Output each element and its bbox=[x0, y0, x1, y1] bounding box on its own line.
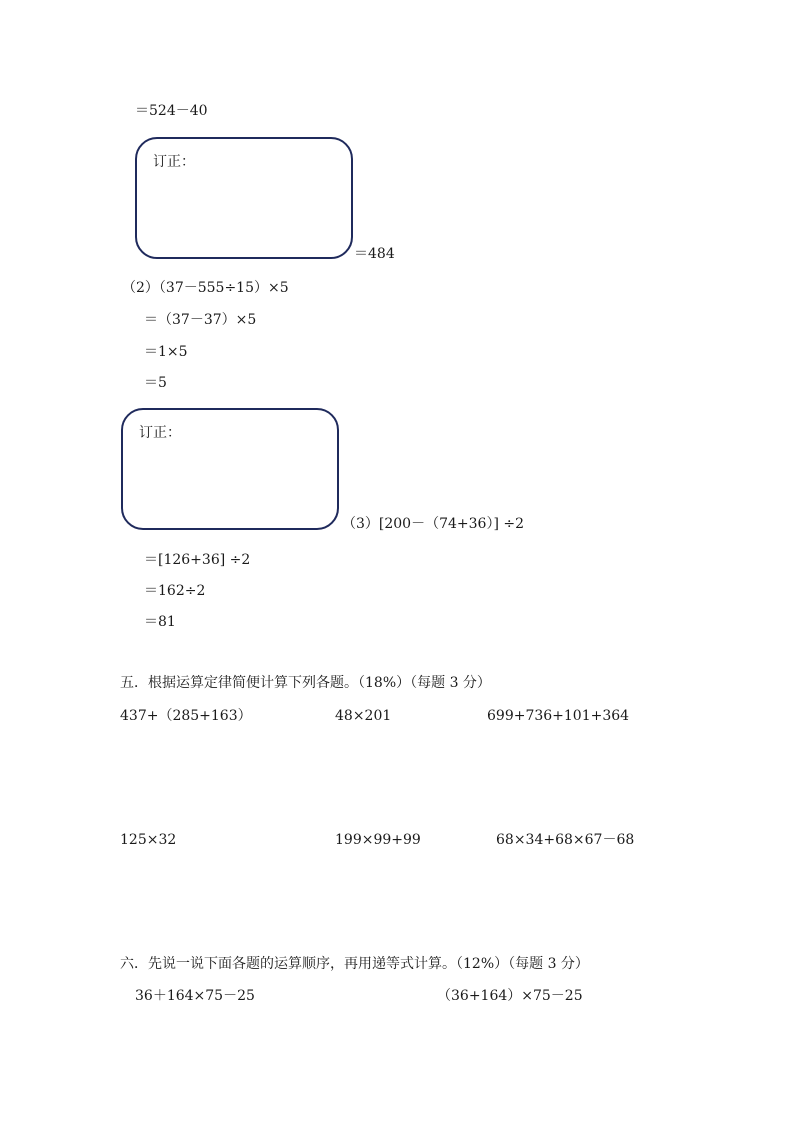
section-6-title: 六．先说一说下面各题的运算顺序，再用递等式计算。（12%）（每题 3 分） bbox=[120, 956, 589, 972]
part2-problem: （2）（37－555÷15）×5 bbox=[122, 280, 289, 296]
q5-row1-item1: 437+（285+163） bbox=[120, 708, 252, 724]
q6-item2: （36+164）×75－25 bbox=[437, 988, 583, 1004]
correction-label: 订正： bbox=[153, 154, 195, 170]
part3-step-1: ＝[126+36] ÷2 bbox=[144, 552, 251, 568]
q6-item1: 36＋164×75－25 bbox=[135, 988, 255, 1004]
q5-row1-item2: 48×201 bbox=[335, 708, 392, 724]
q5-row1-item3: 699+736+101+364 bbox=[487, 708, 630, 724]
q5-row2-item2: 199×99+99 bbox=[335, 832, 421, 848]
correction-box-1[interactable] bbox=[135, 137, 353, 259]
part2-step-1: ＝（37－37）×5 bbox=[144, 312, 257, 328]
q5-row2-item3: 68×34+68×67－68 bbox=[496, 832, 635, 848]
part2-step-2: ＝1×5 bbox=[144, 344, 188, 360]
q5-row2-item1: 125×32 bbox=[120, 832, 177, 848]
part3-problem: （3）[200－（74+36）] ÷2 bbox=[342, 516, 524, 532]
section-5-title: 五．根据运算定律简便计算下列各题。（18%）（每题 3 分） bbox=[120, 675, 491, 691]
part2-step-3: ＝5 bbox=[144, 375, 167, 391]
part3-step-3: ＝81 bbox=[144, 614, 176, 630]
part1-result: ＝484 bbox=[354, 246, 395, 262]
correction-label: 订正： bbox=[139, 425, 181, 441]
part3-step-2: ＝162÷2 bbox=[144, 583, 206, 599]
part1-step: ＝524－40 bbox=[135, 103, 208, 119]
correction-box-2[interactable] bbox=[121, 408, 339, 530]
